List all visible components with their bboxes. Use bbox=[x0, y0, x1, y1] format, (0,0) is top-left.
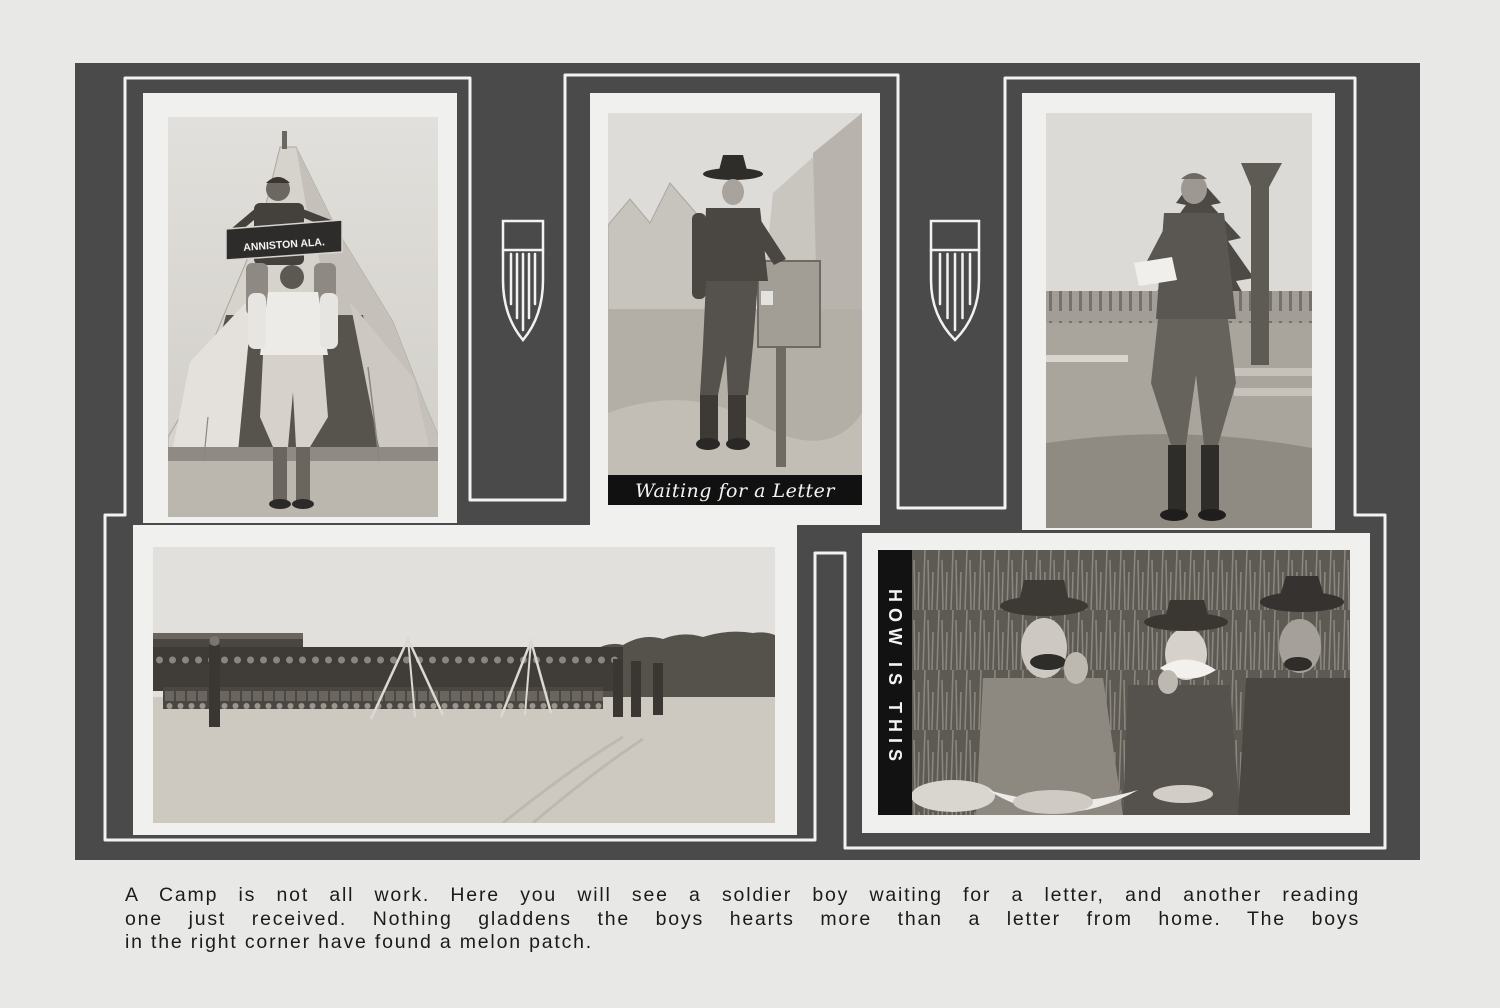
caption-line: A Camp is not all work. Here you will see a soldier boy waiting for a letter, and another reading bbox=[125, 884, 1360, 906]
melon-photo-image bbox=[878, 550, 1350, 815]
shield-icon bbox=[500, 218, 546, 344]
waiting-photo bbox=[590, 93, 880, 525]
tent-photo-image bbox=[168, 117, 438, 517]
caption-line: one just received. Nothing gladdens the boys hearts more than a letter from home. The boys bbox=[125, 907, 1360, 930]
melon-photo bbox=[862, 533, 1370, 833]
handwritten-caption: Waiting for a Letter bbox=[635, 480, 835, 502]
vertical-caption: HOW IS THIS bbox=[885, 589, 905, 767]
caption-line: in the right corner have found a melon patch. bbox=[125, 931, 593, 953]
reading-photo bbox=[1022, 93, 1335, 530]
shield-icon bbox=[928, 218, 982, 344]
reading-photo-image bbox=[1046, 113, 1312, 528]
tent-photo bbox=[143, 93, 457, 523]
ground bbox=[153, 697, 775, 823]
group-photo bbox=[133, 525, 797, 835]
page-caption bbox=[125, 884, 1360, 955]
waiting-photo-image bbox=[608, 113, 862, 505]
pennant-text: ANNISTON ALA. bbox=[242, 236, 326, 254]
group-photo-image bbox=[153, 547, 775, 823]
